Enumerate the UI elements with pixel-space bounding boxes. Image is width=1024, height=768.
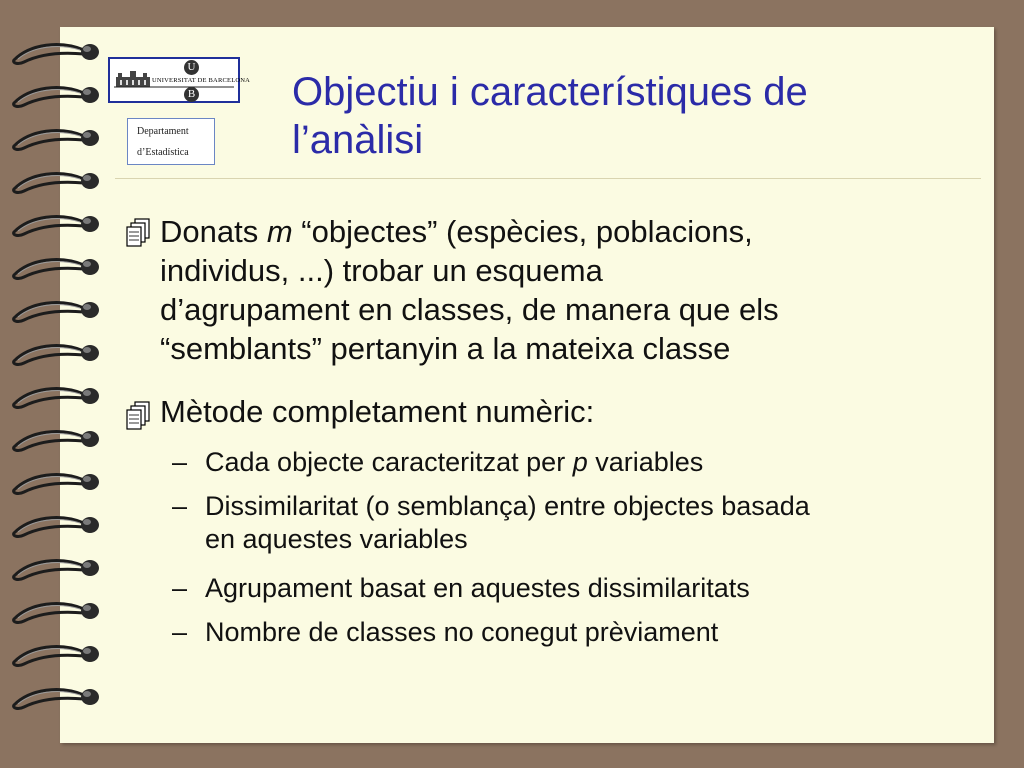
spiral-ring-icon: [10, 38, 106, 68]
bullet-line: [160, 212, 970, 251]
sub-dash: –: [172, 573, 188, 603]
bullet-line: individus, ...) trobar un esquema: [160, 253, 603, 288]
sub-dash: –: [172, 447, 188, 477]
bullet-objective: [160, 212, 970, 368]
variable-p: p: [572, 447, 588, 477]
logo-letter-b: B: [184, 87, 199, 102]
department-line-2: d’Estadística: [137, 147, 189, 158]
spiral-ring-icon: [10, 167, 106, 197]
spiral-ring-icon: [10, 124, 106, 154]
spiral-ring-icon: [10, 683, 106, 713]
sub-line: en aquestes variables: [205, 524, 468, 554]
title-divider: [115, 178, 981, 179]
variable-m: m: [266, 214, 293, 249]
sub-bullet-variables: [205, 446, 985, 479]
university-logo: [108, 57, 251, 103]
university-name: UNIVERSITAT DE BARCELONA: [152, 77, 251, 84]
sub-text: Cada objecte caracteritzat per: [205, 447, 573, 477]
sub-dash: –: [172, 491, 188, 521]
bullet-text: Donats: [160, 214, 267, 249]
spiral-ring-icon: [10, 382, 106, 412]
title-line-1: Objectiu i característiques de: [292, 70, 808, 114]
bullet-text: “objectes” (espècies, poblacions,: [292, 214, 753, 249]
sub-bullet-grouping: Agrupament basat en aquestes dissimilaritats: [205, 573, 750, 603]
spiral-ring-icon: [10, 339, 106, 369]
department-line-1: Departament: [137, 126, 189, 137]
spiral-ring-icon: [10, 425, 106, 455]
spiral-ring-icon: [10, 554, 106, 584]
spiral-ring-icon: [10, 468, 106, 498]
bullet-line: “semblants” pertanyin a la mateixa classe: [160, 331, 731, 366]
sub-bullet-dissimilarity: [205, 490, 985, 556]
spiral-binding: [0, 0, 110, 768]
spiral-ring-icon: [10, 210, 106, 240]
spiral-ring-icon: [10, 511, 106, 541]
logo-letter-u: U: [184, 60, 199, 75]
department-label: [127, 118, 215, 165]
bullet-line: d’agrupament en classes, de manera que els: [160, 292, 779, 327]
bullet-method: Mètode completament numèric:: [160, 394, 595, 429]
slide-title: [292, 68, 952, 164]
title-line-2: l’anàlisi: [292, 118, 424, 162]
spiral-ring-icon: [10, 253, 106, 283]
sub-bullet-classes: Nombre de classes no conegut prèviament: [205, 617, 719, 647]
stacked-pages-icon: [124, 218, 152, 250]
spiral-ring-icon: [10, 597, 106, 627]
spiral-ring-icon: [10, 81, 106, 111]
spiral-ring-icon: [10, 640, 106, 670]
sub-dash: –: [172, 617, 188, 647]
sub-line: Dissimilaritat (o semblança) entre objectes basada: [205, 491, 810, 521]
spiral-ring-icon: [10, 296, 106, 326]
stacked-pages-icon: [124, 401, 152, 433]
sub-text: variables: [587, 447, 704, 477]
